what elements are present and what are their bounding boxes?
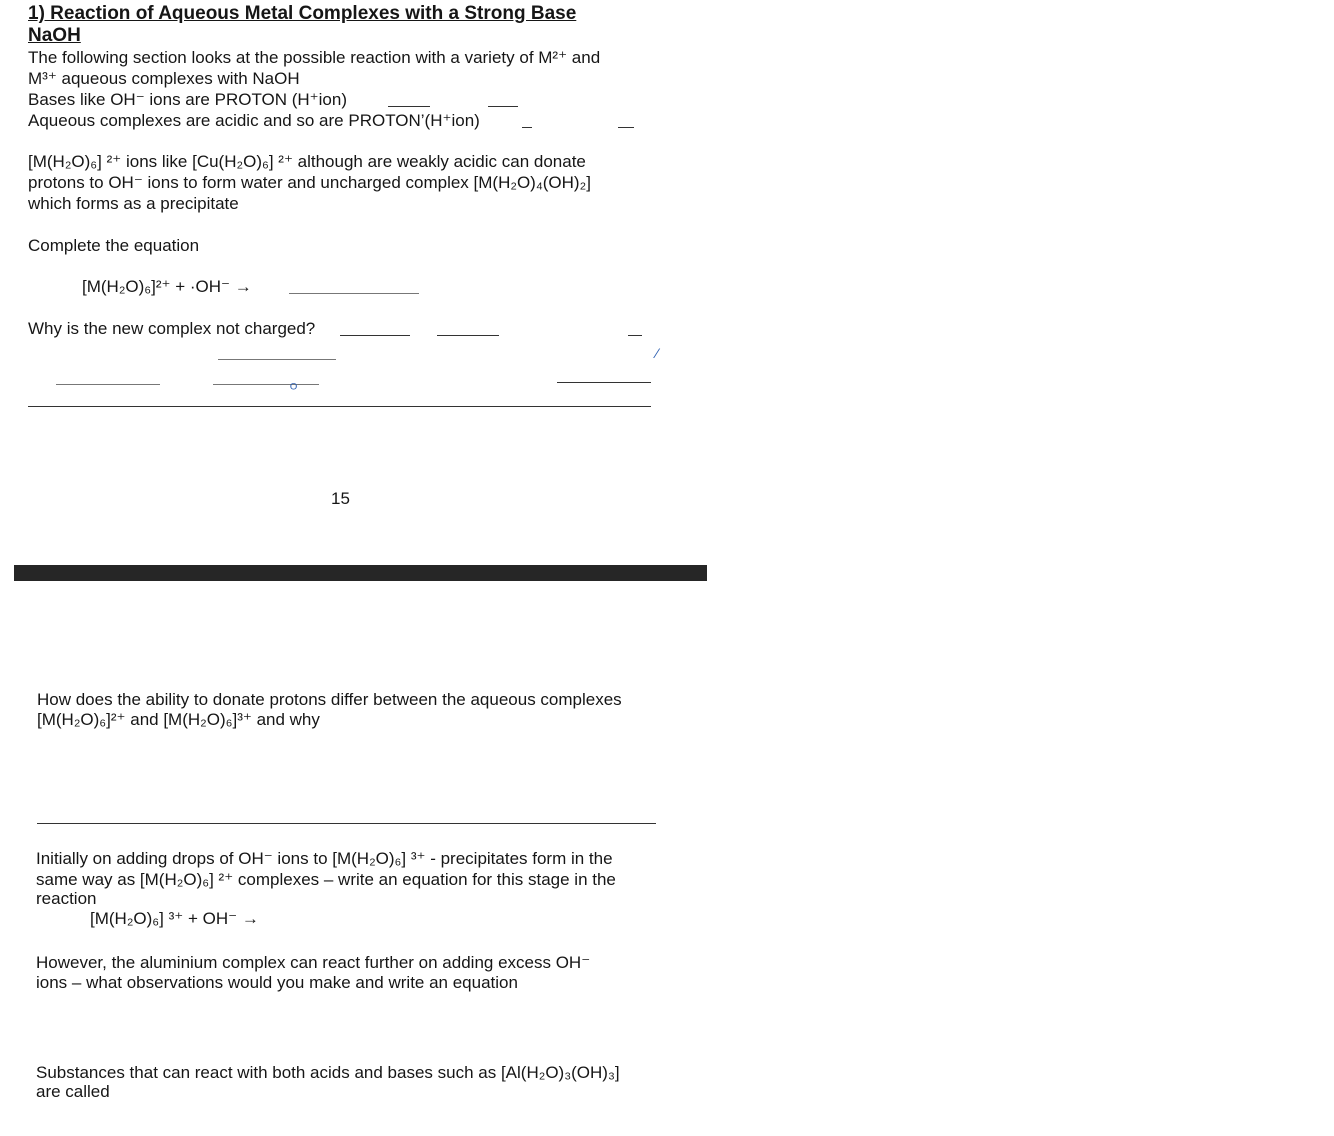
- question-precipitate-line-1: Initially on adding drops of OH⁻ ions to [M(H₂O)₆] ³⁺ - precipitates form in the: [36, 849, 613, 868]
- intro-line-1: The following section looks at the possible reaction with a variety of M²⁺ and: [28, 48, 601, 67]
- section-title-line-2: NaOH: [28, 25, 81, 46]
- why-answer-line-2[interactable]: [218, 359, 336, 360]
- answer-blank-aqueous-2[interactable]: [618, 127, 634, 128]
- answer-blank-bases-2[interactable]: [488, 106, 518, 107]
- complete-equation-label: Complete the equation: [28, 236, 200, 255]
- equation-2: [M(H₂O)₆] ³⁺ + OH⁻ →: [90, 909, 259, 928]
- question-precipitate-line-2: same way as [M(H₂O)₆] ²⁺ complexes – write an equation for this stage in the: [36, 870, 616, 889]
- bases-statement: Bases like OH⁻ ions are PROTON (H⁺ion): [28, 90, 347, 109]
- question-aluminium-line-2: ions – what observations would you make and write an equation: [36, 973, 518, 992]
- answer-blank-bases-1[interactable]: [388, 106, 430, 107]
- section-title: [28, 3, 576, 47]
- question-precipitate-line-3: reaction: [36, 889, 97, 908]
- equation-1-answer-blank[interactable]: [289, 293, 419, 294]
- why-answer-line-3c[interactable]: [557, 382, 651, 383]
- why-answer-blank-3[interactable]: [628, 335, 642, 336]
- why-answer-line-3b[interactable]: [213, 384, 319, 385]
- section-title-line-1: 1) Reaction of Aqueous Metal Complexes with a Strong Base: [28, 3, 577, 24]
- pen-mark: ⁄: [656, 345, 659, 361]
- question-amphoteric-line-1: Substances that can react with both acids and bases such as [Al(H₂O)₃(OH)₃]: [36, 1063, 620, 1082]
- answer-blank-aqueous-1[interactable]: [522, 127, 532, 128]
- paragraph-line-1: [M(H₂O)₆] ²⁺ ions like [Cu(H₂O)₆] ²⁺ although are weakly acidic can donate: [28, 152, 586, 171]
- page-divider: [14, 565, 707, 581]
- question-proton-donation-line-2: [M(H₂O)₆]²⁺ and [M(H₂O)₆]³⁺ and why: [37, 710, 320, 729]
- proton-donation-answer-line[interactable]: [37, 823, 656, 824]
- page-number: 15: [331, 489, 350, 508]
- why-question: Why is the new complex not charged?: [28, 319, 316, 338]
- paragraph-line-3: which forms as a precipitate: [28, 194, 239, 213]
- paragraph-line-2: protons to OH⁻ ions to form water and uncharged complex [M(H₂O)₄(OH)₂]: [28, 173, 591, 192]
- question-amphoteric-line-2: are called: [36, 1082, 110, 1101]
- why-answer-blank-1[interactable]: [340, 335, 410, 336]
- question-aluminium-line-1: However, the aluminium complex can react further on adding excess OH⁻: [36, 953, 591, 972]
- pen-mark: ᴼ: [290, 380, 298, 396]
- question-proton-donation-line-1: How does the ability to donate protons differ between the aqueous complexes: [37, 690, 622, 709]
- why-answer-blank-2[interactable]: [437, 335, 499, 336]
- aqueous-statement: Aqueous complexes are acidic and so are PROTON’(H⁺ion): [28, 111, 480, 130]
- why-answer-line-3a[interactable]: [56, 384, 160, 385]
- intro-line-2: M³⁺ aqueous complexes with NaOH: [28, 69, 300, 88]
- equation-1: [M(H₂O)₆]²⁺ + ·OH⁻ →: [82, 277, 252, 296]
- why-answer-line-4[interactable]: [28, 406, 651, 407]
